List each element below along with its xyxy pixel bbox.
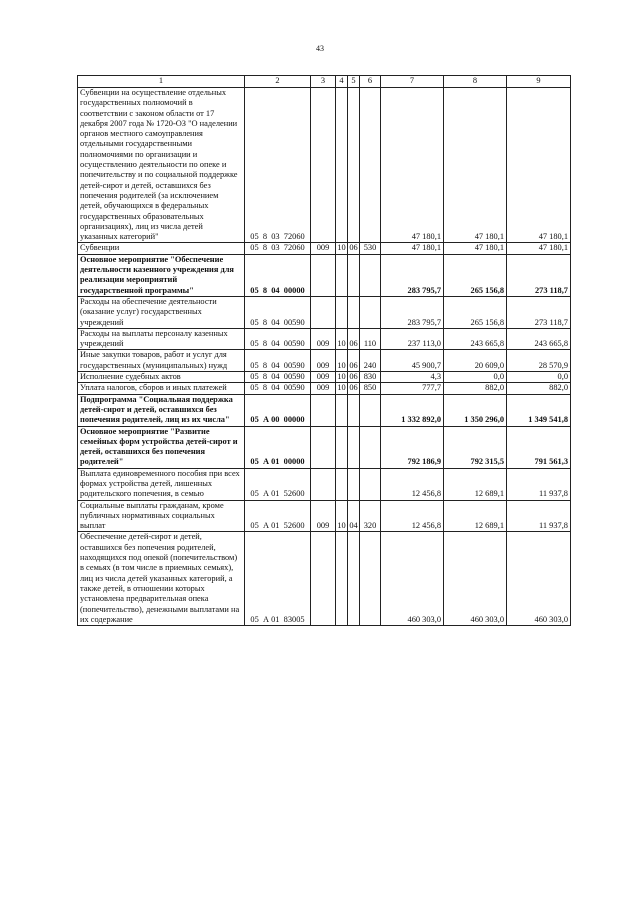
- row-value-col9: 460 303,0: [507, 532, 571, 626]
- row-code: 05 8 04 00590: [245, 296, 311, 328]
- row-value-col9: 243 665,8: [507, 328, 571, 350]
- table-row: [78, 243, 571, 254]
- row-value-col9: 1 349 541,8: [507, 394, 571, 426]
- row-value-col7: 4,3: [381, 372, 444, 383]
- row-name: Обеспечение детей-сирот и детей, оставшихся без попечения родителей, находящихся под опекой (попечительством) в семьях (в том числе в приемных семьях), лиц из числа детей указанных категорий, а также детей, в отношении которых установлена предварительная опека (попечительство), денежными выплатами на их содержание: [78, 532, 245, 626]
- row-ministry-code: 009: [311, 350, 336, 372]
- table-row: [78, 372, 571, 383]
- row-code: 05 А 01 00000: [245, 426, 311, 468]
- row-name: Выплата единовременного пособия при всех формах устройства детей, лишенных родительского попечения, в семью: [78, 468, 245, 500]
- row-section-code: 10: [337, 383, 346, 393]
- row-subsection-code: [348, 88, 360, 243]
- row-value-col9: 11 937,8: [507, 468, 571, 500]
- row-name: Субвенции на осуществление отдельных государственных полномочий в соответствии с законом области от 17 декабря 2007 года № 1720-ОЗ "О наделении органов местного самоуправления отдельными государственными полномочиями по организации и осуществлению деятельности по опеке и попечительству и по социальной поддержке детей-сирот и детей, оставшихся без попечения родителей (за исключением детей, обучающихся в федеральных государственных образовательных организациях), лиц из числа детей указанных категорий": [78, 88, 245, 243]
- row-name: Основное мероприятие "Обеспечение деятельности казенного учреждения для реализации мероприятий государственной программы": [78, 254, 245, 296]
- row-value-col9: 273 118,7: [507, 296, 571, 328]
- row-value-col8: 882,0: [444, 383, 507, 394]
- row-subsection-code: 06: [349, 383, 358, 393]
- row-value-col7: 283 795,7: [381, 254, 444, 296]
- row-expense-type: 110: [360, 328, 381, 350]
- row-name: Уплата налогов, сборов и иных платежей: [78, 383, 245, 394]
- row-expense-type: [360, 468, 381, 500]
- row-ministry-code: [311, 296, 336, 328]
- row-subsection-code: [348, 532, 360, 626]
- header-cell-2: 2: [245, 76, 311, 88]
- row-value-col8: 12 689,1: [444, 468, 507, 500]
- row-value-col8: 47 180,1: [444, 243, 507, 254]
- row-section-code: [336, 468, 348, 500]
- row-value-col9: 47 180,1: [507, 88, 571, 243]
- row-section-code: 10: [336, 350, 348, 372]
- row-ministry-code: [311, 468, 336, 500]
- row-subsection-code: 04: [348, 500, 360, 532]
- row-value-col7: 283 795,7: [381, 296, 444, 328]
- row-code: 05 8 03 72060: [245, 243, 311, 254]
- row-value-col9: 47 180,1: [507, 243, 571, 254]
- row-value-col8: 460 303,0: [444, 532, 507, 626]
- row-section-code: [336, 296, 348, 328]
- row-value-col8: 265 156,8: [444, 296, 507, 328]
- row-name: Субвенции: [78, 243, 245, 254]
- row-code: 05 8 04 00590: [245, 372, 311, 383]
- row-code: 05 8 04 00590: [245, 383, 311, 394]
- row-value-col8: 0,0: [444, 372, 507, 383]
- row-name: Исполнение судебных актов: [78, 372, 245, 383]
- header-cell-1: 1: [78, 76, 245, 88]
- row-section-code: [336, 88, 348, 243]
- row-name: Расходы на выплаты персоналу казенных учреждений: [78, 328, 245, 350]
- table-row: [78, 468, 571, 500]
- row-subsection-code: [348, 426, 360, 468]
- row-expense-type: 850: [360, 383, 381, 394]
- row-ministry-code: [311, 254, 336, 296]
- row-expense-type: [360, 254, 381, 296]
- row-value-col7: 460 303,0: [381, 532, 444, 626]
- row-value-col8: 47 180,1: [444, 88, 507, 243]
- row-ministry-code: [311, 532, 336, 626]
- row-code: 05 А 01 52600: [245, 468, 311, 500]
- row-code: 05 А 00 00000: [245, 394, 311, 426]
- row-subsection-code: 06: [348, 328, 360, 350]
- budget-table: [77, 75, 571, 626]
- header-cell-4: 4: [336, 76, 348, 88]
- row-expense-type: [360, 394, 381, 426]
- row-name: Иные закупки товаров, работ и услуг для государственных (муниципальных) нужд: [78, 350, 245, 372]
- row-subsection-code: 06: [349, 372, 358, 382]
- row-code: 05 А 01 83005: [245, 532, 311, 626]
- row-section-code: 10: [336, 328, 348, 350]
- row-value-col8: 1 350 296,0: [444, 394, 507, 426]
- row-value-col9: 0,0: [507, 372, 571, 383]
- row-value-col9: 882,0: [507, 383, 571, 394]
- row-ministry-code: 009: [311, 372, 336, 383]
- table-row: [78, 426, 571, 468]
- row-subsection-code: 06: [349, 243, 358, 253]
- row-name: Расходы на обеспечение деятельности (оказание услуг) государственных учреждений: [78, 296, 245, 328]
- row-section-code: [336, 426, 348, 468]
- table-row: [78, 394, 571, 426]
- row-section-code: [336, 254, 348, 296]
- row-subsection-code: [348, 394, 360, 426]
- row-ministry-code: 009: [311, 328, 336, 350]
- row-ministry-code: 009: [311, 500, 336, 532]
- row-subsection-code: 06: [348, 350, 360, 372]
- row-name: Основное мероприятие "Развитие семейных форм устройства детей-сирот и детей, оставшихся без попечения родителей": [78, 426, 245, 468]
- table-row: [78, 296, 571, 328]
- row-expense-type: [360, 296, 381, 328]
- row-expense-type: 830: [360, 372, 381, 383]
- row-value-col8: 12 689,1: [444, 500, 507, 532]
- row-value-col7: 777,7: [381, 383, 444, 394]
- row-value-col7: 47 180,1: [381, 243, 444, 254]
- table-row: [78, 328, 571, 350]
- header-cell-3: 3: [311, 76, 336, 88]
- header-cell-5: 5: [348, 76, 360, 88]
- row-name: Социальные выплаты гражданам, кроме публичных нормативных социальных выплат: [78, 500, 245, 532]
- row-section-code: 10: [336, 500, 348, 532]
- table-body: [78, 88, 571, 626]
- row-ministry-code: 009: [311, 243, 336, 254]
- table-row: [78, 88, 571, 243]
- row-value-col7: 792 186,9: [381, 426, 444, 468]
- header-cell-6: 6: [360, 76, 381, 88]
- row-value-col7: 237 113,0: [381, 328, 444, 350]
- row-ministry-code: [311, 88, 336, 243]
- row-expense-type: 240: [360, 350, 381, 372]
- row-section-code: 10: [337, 243, 346, 253]
- table-row: [78, 532, 571, 626]
- row-code: 05 А 01 52600: [245, 500, 311, 532]
- row-expense-type: 320: [360, 500, 381, 532]
- row-ministry-code: 009: [311, 383, 336, 394]
- row-expense-type: 530: [360, 243, 381, 254]
- row-expense-type: [360, 532, 381, 626]
- row-expense-type: [360, 426, 381, 468]
- row-value-col7: 1 332 892,0: [381, 394, 444, 426]
- row-subsection-code: [348, 468, 360, 500]
- table-row: [78, 254, 571, 296]
- row-ministry-code: [311, 426, 336, 468]
- table-row: [78, 350, 571, 372]
- row-subsection-code: [348, 254, 360, 296]
- row-expense-type: [360, 88, 381, 243]
- table-row: [78, 383, 571, 394]
- page-number: 43: [316, 44, 324, 53]
- row-code: 05 8 04 00000: [245, 254, 311, 296]
- row-value-col7: 12 456,8: [381, 468, 444, 500]
- row-value-col9: 791 561,3: [507, 426, 571, 468]
- row-section-code: [336, 394, 348, 426]
- header-cell-9: 9: [507, 76, 571, 88]
- row-value-col9: 11 937,8: [507, 500, 571, 532]
- row-value-col7: 45 900,7: [381, 350, 444, 372]
- row-section-code: 10: [337, 372, 346, 382]
- row-name: Подпрограмма "Социальная поддержка детей-сирот и детей, оставшихся без попечения родителей, лиц из их числа": [78, 394, 245, 426]
- row-code: 05 8 04 00590: [245, 328, 311, 350]
- row-value-col8: 792 315,5: [444, 426, 507, 468]
- row-value-col8: 20 609,0: [444, 350, 507, 372]
- row-value-col7: 12 456,8: [381, 500, 444, 532]
- row-value-col8: 265 156,8: [444, 254, 507, 296]
- header-cell-7: 7: [381, 76, 444, 88]
- row-value-col7: 47 180,1: [381, 88, 444, 243]
- row-value-col9: 28 570,9: [507, 350, 571, 372]
- header-cell-8: 8: [444, 76, 507, 88]
- row-value-col8: 243 665,8: [444, 328, 507, 350]
- row-subsection-code: [348, 296, 360, 328]
- row-section-code: [336, 532, 348, 626]
- header-row: [78, 76, 571, 88]
- row-code: 05 8 04 00590: [245, 350, 311, 372]
- row-ministry-code: [311, 394, 336, 426]
- table-row: [78, 500, 571, 532]
- row-code: 05 8 03 72060: [245, 88, 311, 243]
- row-value-col9: 273 118,7: [507, 254, 571, 296]
